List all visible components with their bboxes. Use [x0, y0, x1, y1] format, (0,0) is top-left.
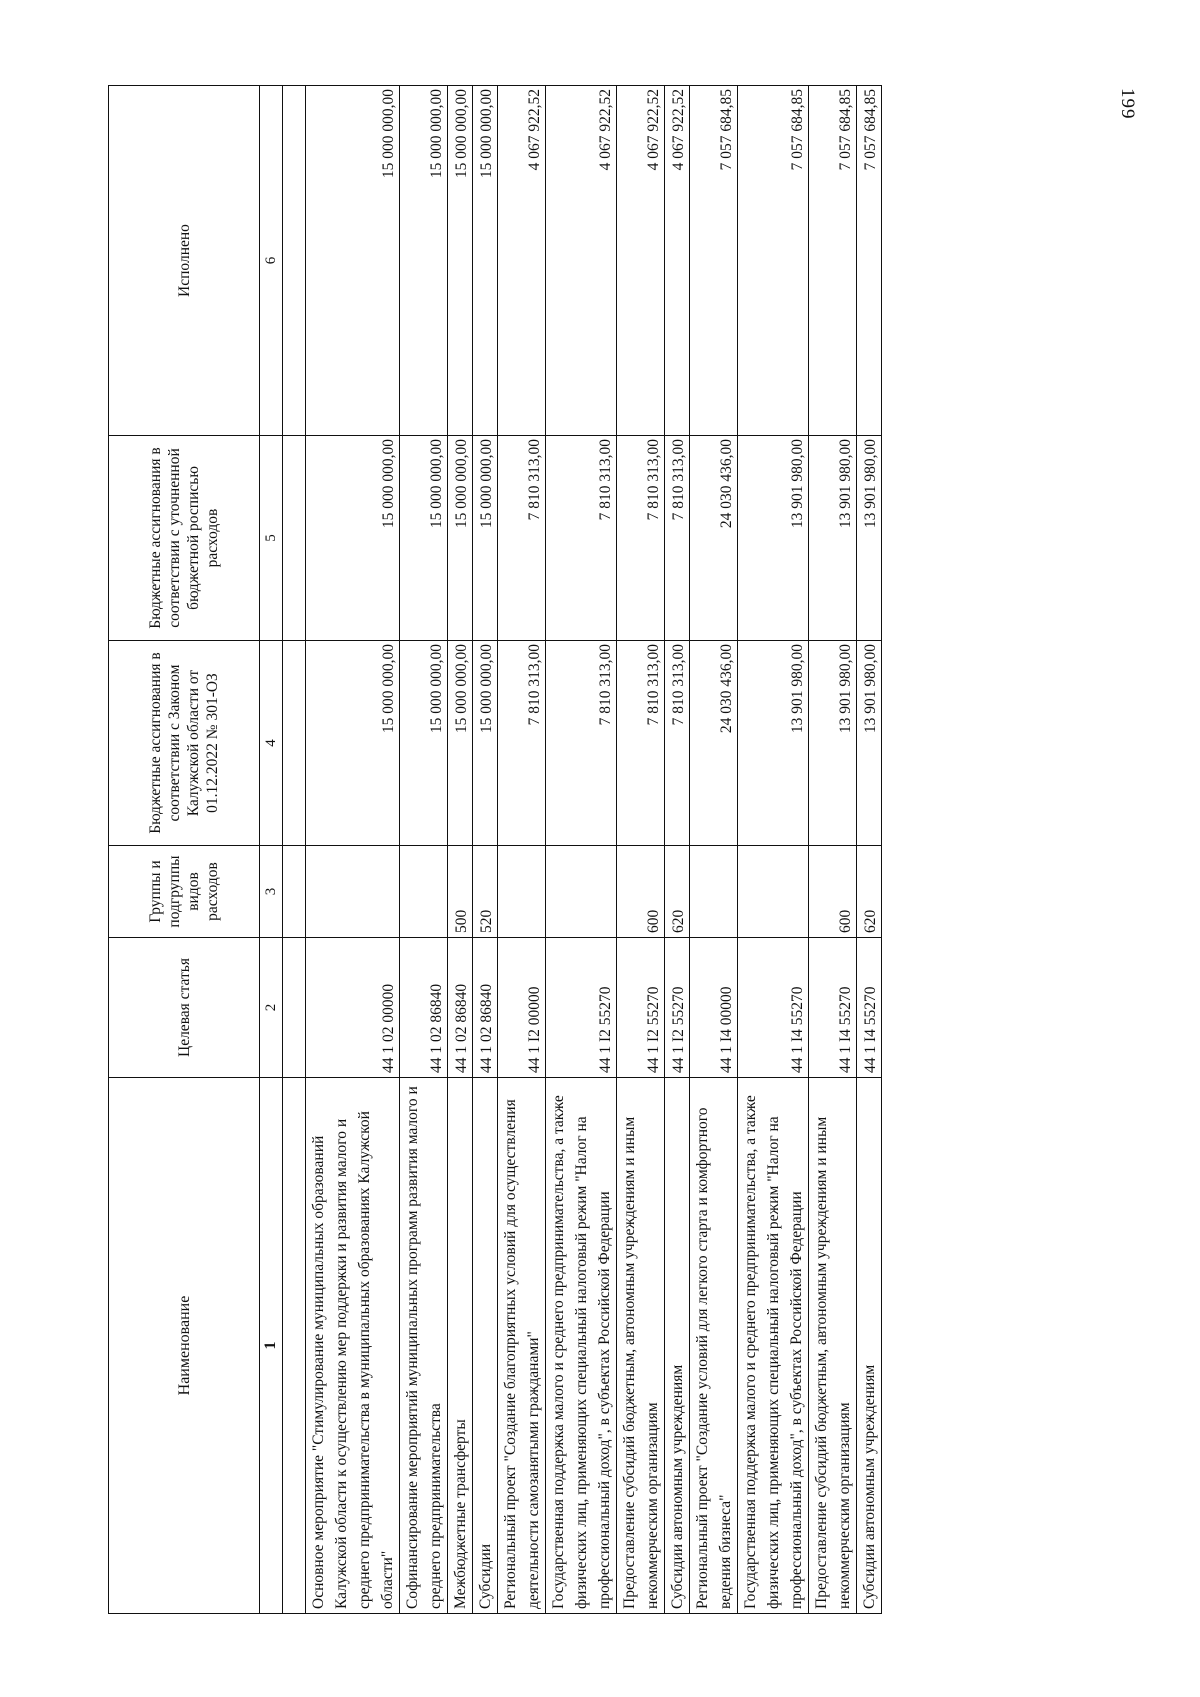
row-group: 600 [617, 846, 665, 938]
row-code: 44 1 02 86840 [400, 938, 448, 1078]
row-schedule: 15 000 000,00 [306, 436, 400, 641]
row-schedule: 13 901 980,00 [857, 436, 882, 641]
row-schedule: 7 810 313,00 [617, 436, 665, 641]
row-executed: 15 000 000,00 [306, 86, 400, 436]
row-schedule: 13 901 980,00 [738, 436, 809, 641]
row-schedule: 24 030 436,00 [690, 436, 738, 641]
row-law: 7 810 313,00 [617, 641, 665, 846]
row-group [400, 846, 448, 938]
row-law: 15 000 000,00 [400, 641, 448, 846]
column-number-row [260, 86, 283, 1614]
spacer-cell [283, 641, 306, 846]
column-number: 6 [260, 86, 283, 436]
row-group [690, 846, 738, 938]
row-law: 13 901 980,00 [809, 641, 857, 846]
row-group [546, 846, 617, 938]
column-number: 4 [260, 641, 283, 846]
row-group [306, 846, 400, 938]
row-name: Субсидии автономным учреждениям [857, 1078, 882, 1614]
row-code: 44 1 I4 55270 [809, 938, 857, 1078]
header-law: Бюджетные ассигнования в соответствии с Законом Калужской области от 01.12.2022 № 301-ОЗ [109, 641, 260, 846]
row-code: 44 1 02 00000 [306, 938, 400, 1078]
header-row [109, 86, 260, 1614]
header-executed: Исполнено [109, 86, 260, 436]
row-executed: 4 067 922,52 [546, 86, 617, 436]
row-executed: 15 000 000,00 [400, 86, 448, 436]
row-group: 520 [473, 846, 498, 938]
row-code: 44 1 I4 00000 [690, 938, 738, 1078]
table-row [473, 86, 498, 1614]
spacer-cell [283, 846, 306, 938]
header-code: Целевая статья [109, 938, 260, 1078]
row-code: 44 1 I2 00000 [498, 938, 546, 1078]
row-name: Субсидии [473, 1078, 498, 1614]
row-name: Региональный проект "Создание благоприятных условий для осуществления деятельности самозанятыми гражданами" [498, 1078, 546, 1614]
row-executed: 4 067 922,52 [665, 86, 690, 436]
row-executed: 7 057 684,85 [809, 86, 857, 436]
spacer-cell [283, 1078, 306, 1614]
row-code: 44 1 I4 55270 [857, 938, 882, 1078]
table-row [306, 86, 400, 1614]
row-executed: 7 057 684,85 [857, 86, 882, 436]
row-schedule: 15 000 000,00 [448, 436, 473, 641]
row-law: 7 810 313,00 [546, 641, 617, 846]
row-name: Предоставление субсидий бюджетным, автономным учреждениям и иным некоммерческим организациям [617, 1078, 665, 1614]
row-law: 7 810 313,00 [498, 641, 546, 846]
row-executed: 15 000 000,00 [448, 86, 473, 436]
table-body [306, 86, 882, 1614]
row-group [738, 846, 809, 938]
row-code: 44 1 I2 55270 [617, 938, 665, 1078]
header-schedule: Бюджетные ассигнования в соответствии с уточненной бюджетной росписью расходов [109, 436, 260, 641]
row-law: 13 901 980,00 [738, 641, 809, 846]
column-number: 1 [260, 1078, 283, 1614]
table-row [498, 86, 546, 1614]
row-code: 44 1 02 86840 [448, 938, 473, 1078]
header-name: Наименование [109, 1078, 260, 1614]
row-law: 15 000 000,00 [306, 641, 400, 846]
row-schedule: 15 000 000,00 [400, 436, 448, 641]
row-name: Государственная поддержка малого и среднего предпринимательства, а также физических лиц, применяющих специальный налоговый режим "Налог на профессиональный доход", в субъектах Российской Федерации [546, 1078, 617, 1614]
row-group: 620 [857, 846, 882, 938]
row-law: 7 810 313,00 [665, 641, 690, 846]
row-schedule: 7 810 313,00 [498, 436, 546, 641]
row-law: 13 901 980,00 [857, 641, 882, 846]
spacer-row [283, 86, 306, 1614]
row-code: 44 1 02 86840 [473, 938, 498, 1078]
table-row [665, 86, 690, 1614]
row-name: Предоставление субсидий бюджетным, автономным учреждениям и иным некоммерческим организациям [809, 1078, 857, 1614]
row-group: 600 [809, 846, 857, 938]
row-code: 44 1 I2 55270 [665, 938, 690, 1078]
row-code: 44 1 I4 55270 [738, 938, 809, 1078]
row-executed: 15 000 000,00 [473, 86, 498, 436]
spacer-cell [283, 86, 306, 436]
row-group [498, 846, 546, 938]
rotated-table-sheet [108, 85, 882, 1614]
column-number: 5 [260, 436, 283, 641]
spacer-cell [283, 436, 306, 641]
header-group: Группы и подгруппы видов расходов [109, 846, 260, 938]
row-executed: 7 057 684,85 [690, 86, 738, 436]
spacer-cell [283, 938, 306, 1078]
row-name: Софинансирование мероприятий муниципальных программ развития малого и среднего предпринимательства [400, 1078, 448, 1614]
row-name: Межбюджетные трансферты [448, 1078, 473, 1614]
table-row [546, 86, 617, 1614]
budget-table [108, 85, 882, 1614]
table-row [857, 86, 882, 1614]
table-row [448, 86, 473, 1614]
table-row [738, 86, 809, 1614]
row-schedule: 7 810 313,00 [665, 436, 690, 641]
row-law: 15 000 000,00 [473, 641, 498, 846]
row-name: Основное мероприятие "Стимулирование муниципальных образований Калужской области к осуществлению мер поддержки и развития малого и среднего предпринимательства в муниципальных образованиях Калужской области" [306, 1078, 400, 1614]
row-schedule: 15 000 000,00 [473, 436, 498, 641]
row-name: Региональный проект "Создание условий для легкого старта и комфортного ведения бизнеса" [690, 1078, 738, 1614]
row-executed: 4 067 922,52 [617, 86, 665, 436]
row-name: Государственная поддержка малого и среднего предпринимательства, а также физических лиц, применяющих специальный налоговый режим "Налог на профессиональный доход", в субъектах Российской Федерации [738, 1078, 809, 1614]
page-number: 199 [1117, 88, 1138, 120]
table-row [809, 86, 857, 1614]
table-row [690, 86, 738, 1614]
row-name: Субсидии автономным учреждениям [665, 1078, 690, 1614]
row-code: 44 1 I2 55270 [546, 938, 617, 1078]
row-schedule: 13 901 980,00 [809, 436, 857, 641]
column-number: 2 [260, 938, 283, 1078]
row-group: 500 [448, 846, 473, 938]
row-group: 620 [665, 846, 690, 938]
row-executed: 4 067 922,52 [498, 86, 546, 436]
column-number: 3 [260, 846, 283, 938]
row-executed: 7 057 684,85 [738, 86, 809, 436]
row-law: 24 030 436,00 [690, 641, 738, 846]
table-row [400, 86, 448, 1614]
table-row [617, 86, 665, 1614]
row-law: 15 000 000,00 [448, 641, 473, 846]
row-schedule: 7 810 313,00 [546, 436, 617, 641]
table-header [109, 86, 306, 1614]
